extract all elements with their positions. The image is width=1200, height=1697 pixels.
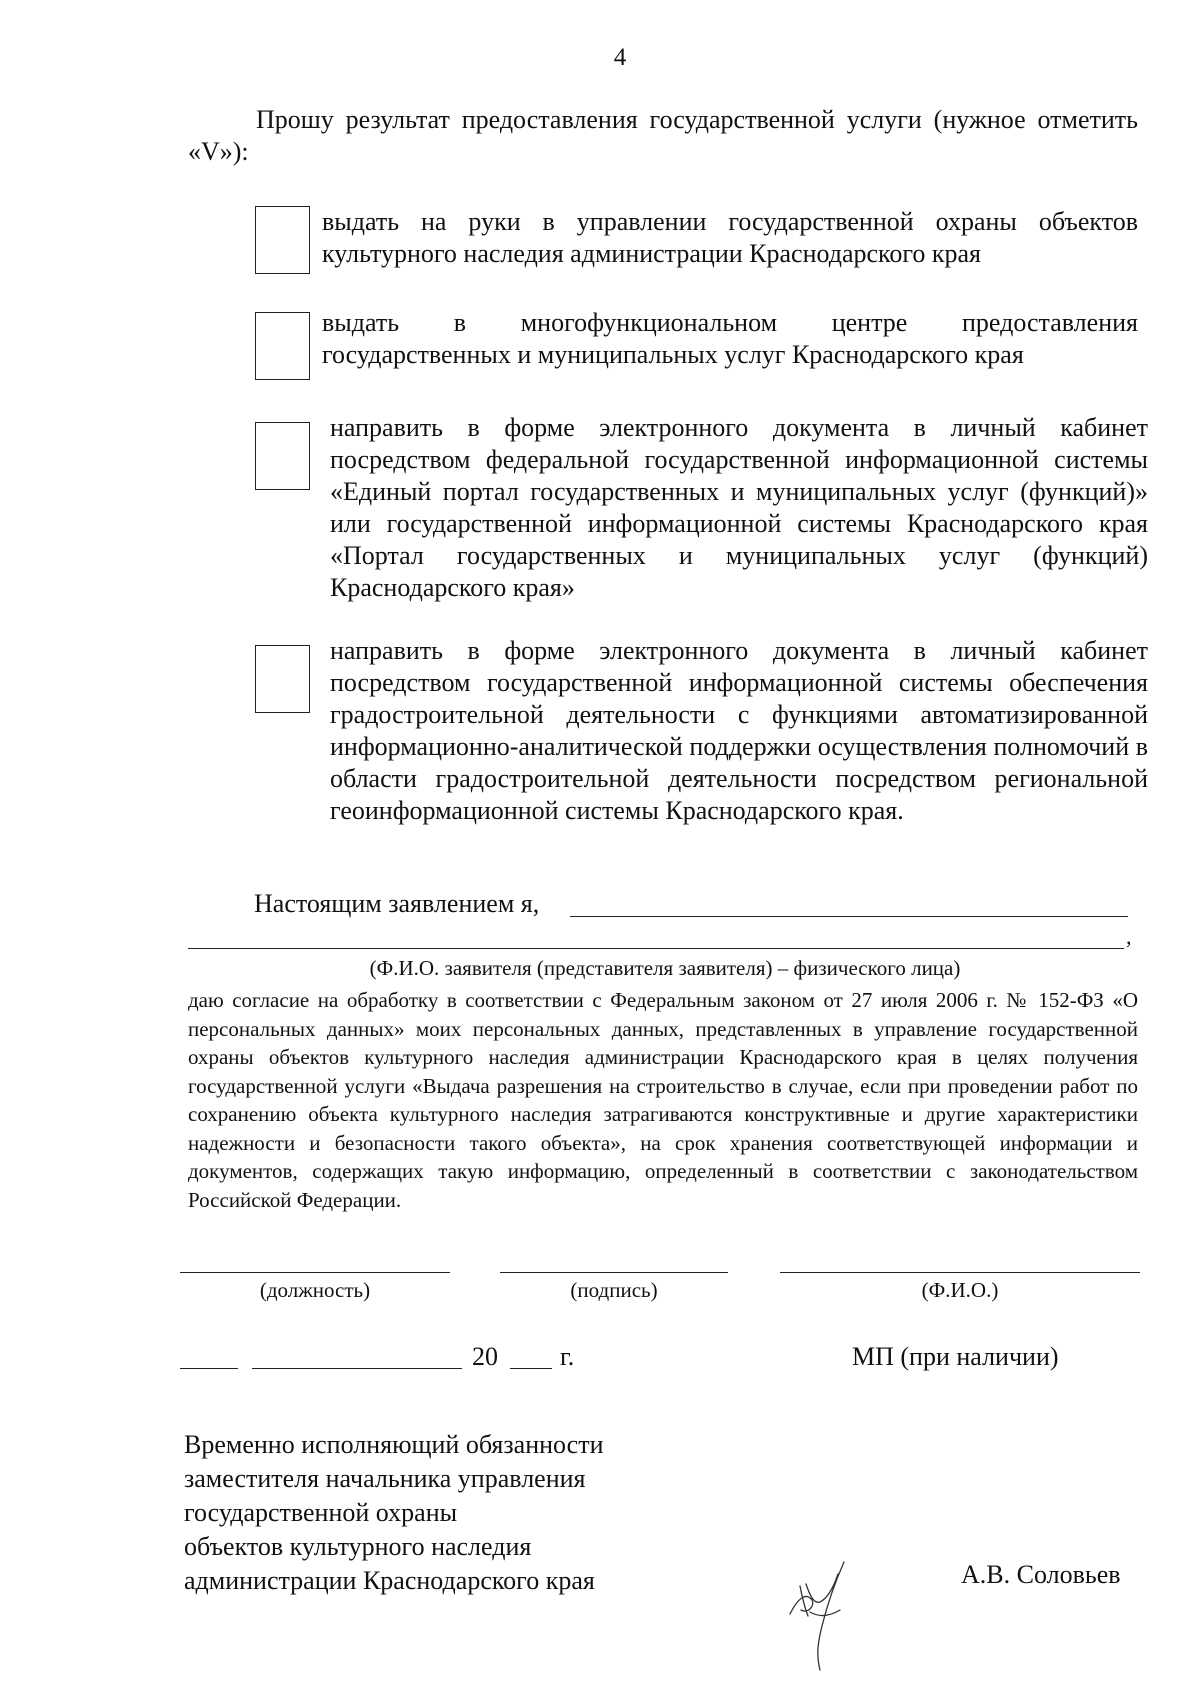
- handwritten-signature: [786, 1556, 850, 1676]
- applicant-name-line-2[interactable]: [188, 948, 1124, 949]
- date-year-prefix: 20: [472, 1342, 498, 1371]
- option-checkbox[interactable]: [255, 206, 310, 274]
- official-title: [184, 1428, 604, 1598]
- option-checkbox[interactable]: [255, 422, 310, 490]
- position-caption: (должность): [259, 1278, 371, 1302]
- consent-paragraph: даю согласие на обработку в соответствии с Федеральным законом от 27 июля 2006 г. № 152-ФЗ «О персональных данных» моих персональных данных, представленных в управление государственной охраны объектов культурного наследия администрации Краснодарского края в целях получения государственной услуги «Выдача разрешения на строительство в случае, если при проведении работ по сохранению объекта культурного наследия затрагиваются конструктивные и другие характеристики надежности и безопасности такого объекта», на срок хранения соответствующей информации и документов, содержащих такую информацию, определенный в соответствии с законодательством Российской Федерации.: [188, 988, 1138, 1212]
- fio-line[interactable]: [780, 1272, 1140, 1273]
- official-title-line: объектов культурного наследия: [184, 1532, 532, 1561]
- line-comma: ,: [1126, 924, 1132, 949]
- option-checkbox[interactable]: [255, 645, 310, 713]
- option-checkbox[interactable]: [255, 312, 310, 380]
- page-number: 4: [613, 44, 627, 71]
- date-month-line[interactable]: [252, 1368, 462, 1369]
- fio-caption-field: (Ф.И.О.): [921, 1278, 999, 1302]
- date-year-suffix: г.: [560, 1342, 575, 1371]
- date-year-line[interactable]: [510, 1368, 552, 1369]
- official-title-line: администрации Краснодарского края: [184, 1566, 595, 1595]
- option-text: направить в форме электронного документа в личный кабинет посредством федеральной государственной информационной системы «Единый портал государственных и муниципальных услуг (функций)» или государственной информационной системы Краснодарского края «Портал государственных и муниципальных услуг (функций) Краснодарского края»: [330, 413, 1148, 602]
- request-paragraph: Прошу результат предоставления государственной услуги (нужное отметить «V»):: [188, 105, 1138, 166]
- stamp-placeholder: МП (при наличии): [852, 1342, 1059, 1371]
- fio-caption: (Ф.И.О. заявителя (представителя заявителя) – физического лица): [369, 956, 961, 980]
- official-title-line: заместителя начальника управления: [184, 1464, 586, 1493]
- official-title-line: государственной охраны: [184, 1498, 458, 1527]
- applicant-name-line[interactable]: [570, 916, 1128, 917]
- position-line[interactable]: [180, 1272, 450, 1273]
- official-title-line: Временно исполняющий обязанности: [184, 1430, 604, 1459]
- declaration-prefix: Настоящим заявлением я,: [254, 889, 540, 918]
- signature-caption: (подпись): [570, 1278, 658, 1302]
- option-text: выдать в многофункциональном центре предоставления государственных и муниципальных услуг Краснодарского края: [322, 308, 1138, 369]
- option-text: выдать на руки в управлении государственной охраны объектов культурного наследия администрации Краснодарского края: [322, 207, 1138, 268]
- signature-line[interactable]: [500, 1272, 728, 1273]
- date-day-line[interactable]: [180, 1368, 238, 1369]
- signer-name: А.В. Соловьев: [961, 1560, 1121, 1589]
- option-text: направить в форме электронного документа в личный кабинет посредством государственной информационной системы обеспечения градостроительной деятельности с функциями автоматизированной информационно-аналитической поддержки осуществления полномочий в области градостроительной деятельности посредством региональной геоинформационной системы Краснодарского края.: [330, 636, 1148, 825]
